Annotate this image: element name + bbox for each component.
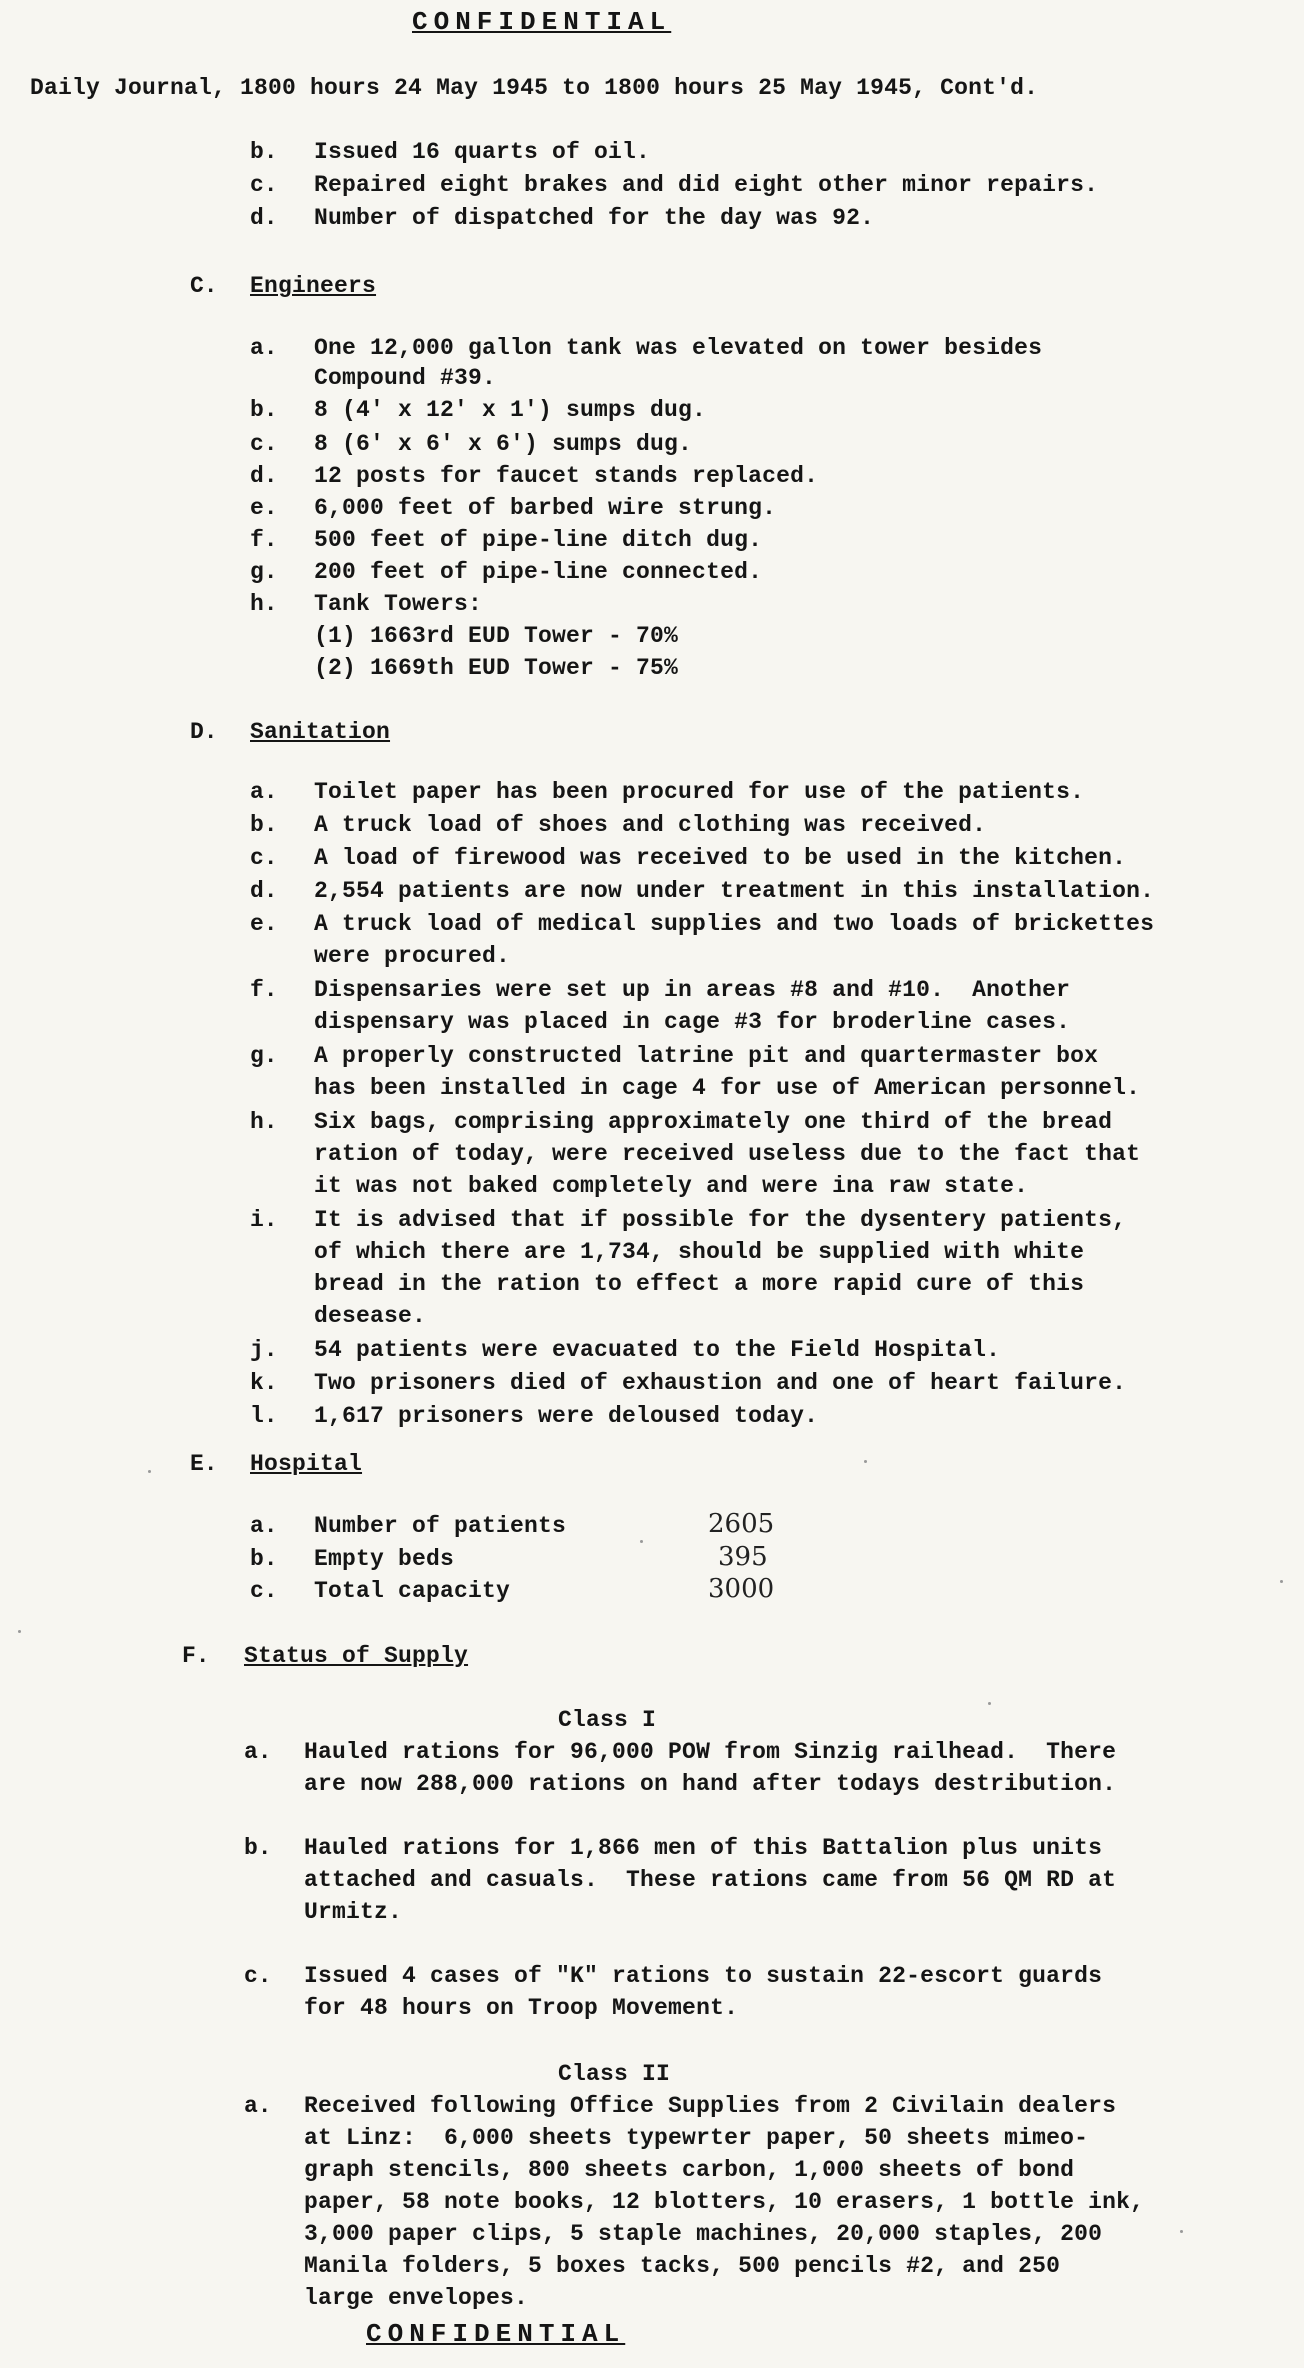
- list-item-text: Dispensaries were set up in areas #8 and #10. Another: [314, 977, 1071, 1003]
- section-letter: D.: [190, 719, 218, 745]
- list-item-letter: a.: [250, 779, 278, 805]
- list-item-text: A truck load of shoes and clothing was received.: [314, 812, 987, 838]
- list-item-text: 500 feet of pipe-line ditch dug.: [314, 527, 763, 553]
- section-letter: F.: [182, 1643, 210, 1669]
- table-row-label: Total capacity: [314, 1578, 511, 1604]
- section-heading: Hospital: [250, 1451, 363, 1477]
- journal-title: Daily Journal, 1800 hours 24 May 1945 to 1800 hours 25 May 1945, Cont'd.: [30, 75, 1039, 101]
- list-item-letter: a.: [250, 335, 278, 361]
- list-item-letter: h.: [250, 591, 278, 617]
- list-item-letter: c.: [250, 431, 278, 457]
- list-item-text: Manila folders, 5 boxes tacks, 500 pencils #2, and 250: [304, 2253, 1061, 2279]
- list-item-letter: b.: [244, 1835, 272, 1861]
- list-item-letter: h.: [250, 1109, 278, 1135]
- table-row-letter: c.: [250, 1578, 278, 1604]
- list-item-text: Received following Office Supplies from 2 Civilain dealers: [304, 2093, 1117, 2119]
- list-item-text: Urmitz.: [304, 1899, 403, 1925]
- paper-speck: [988, 1702, 991, 1705]
- list-item-text: 1,617 prisoners were deloused today.: [314, 1403, 819, 1429]
- list-item-text: attached and casuals. These rations came from 56 QM RD at: [304, 1867, 1117, 1893]
- list-item-text: (1) 1663rd EUD Tower - 70%: [314, 623, 679, 649]
- list-item-text: large envelopes.: [304, 2285, 529, 2311]
- section-letter: E.: [190, 1451, 218, 1477]
- list-item-letter: e.: [250, 495, 278, 521]
- paper-speck: [864, 1460, 867, 1463]
- list-item-letter: c.: [250, 172, 278, 198]
- list-item-text: Hauled rations for 96,000 POW from Sinzig railhead. There: [304, 1739, 1117, 1765]
- list-item-text: bread in the ration to effect a more rapid cure of this: [314, 1271, 1085, 1297]
- list-item-text: dispensary was placed in cage #3 for broderline cases.: [314, 1009, 1071, 1035]
- list-item-text: Two prisoners died of exhaustion and one of heart failure.: [314, 1370, 1127, 1396]
- list-item-letter: g.: [250, 1043, 278, 1069]
- list-item-text: 12 posts for faucet stands replaced.: [314, 463, 819, 489]
- list-item-text: 200 feet of pipe-line connected.: [314, 559, 763, 585]
- list-item-text: has been installed in cage 4 for use of American personnel.: [314, 1075, 1141, 1101]
- table-row-value: 3000: [708, 1574, 775, 1604]
- list-item-letter: g.: [250, 559, 278, 585]
- list-item-text: at Linz: 6,000 sheets typewrter paper, 50 sheets mimeo-: [304, 2125, 1089, 2151]
- table-row-letter: b.: [250, 1546, 278, 1572]
- list-item-text: 8 (6' x 6' x 6') sumps dug.: [314, 431, 693, 457]
- list-item-text: A load of firewood was received to be used in the kitchen.: [314, 845, 1127, 871]
- table-row-label: Empty beds: [314, 1546, 455, 1572]
- list-item-letter: c.: [250, 845, 278, 871]
- list-item-text: 3,000 paper clips, 5 staple machines, 20,000 staples, 200: [304, 2221, 1103, 2247]
- paper-speck: [640, 1540, 643, 1543]
- list-item-text: desease.: [314, 1303, 427, 1329]
- classification-header: CONFIDENTIAL: [412, 7, 672, 37]
- list-item-letter: b.: [250, 139, 278, 165]
- list-item-text: A truck load of medical supplies and two loads of brickettes: [314, 911, 1155, 937]
- section-letter: C.: [190, 273, 218, 299]
- table-row-value: 2605: [708, 1509, 775, 1539]
- list-item-letter: i.: [250, 1207, 278, 1233]
- list-item-text: Tank Towers:: [314, 591, 483, 617]
- list-item-letter: b.: [250, 397, 278, 423]
- table-row-label: Number of patients: [314, 1513, 567, 1539]
- list-item-letter: c.: [244, 1963, 272, 1989]
- list-item-letter: a.: [244, 1739, 272, 1765]
- list-item-text: Hauled rations for 1,866 men of this Battalion plus units: [304, 1835, 1103, 1861]
- paper-speck: [18, 1630, 21, 1633]
- list-item-text: Compound #39.: [314, 365, 497, 391]
- list-item-text: 54 patients were evacuated to the Field Hospital.: [314, 1337, 1001, 1363]
- list-item-text: paper, 58 note books, 12 blotters, 10 erasers, 1 bottle ink,: [304, 2189, 1145, 2215]
- list-item-letter: k.: [250, 1370, 278, 1396]
- list-item-text: 2,554 patients are now under treatment in this installation.: [314, 878, 1155, 904]
- list-item-letter: f.: [250, 527, 278, 553]
- list-item-text: Six bags, comprising approximately one third of the bread: [314, 1109, 1113, 1135]
- list-item-text: Issued 4 cases of "K" rations to sustain 22-escort guards: [304, 1963, 1103, 1989]
- list-item-text: ration of today, were received useless due to the fact that: [314, 1141, 1141, 1167]
- list-item-text: were procured.: [314, 943, 511, 969]
- list-item-text: 8 (4' x 12' x 1') sumps dug.: [314, 397, 707, 423]
- class-heading: Class II: [558, 2061, 671, 2087]
- list-item-text: One 12,000 gallon tank was elevated on tower besides: [314, 335, 1043, 361]
- list-item-letter: a.: [244, 2093, 272, 2119]
- list-item-text: Toilet paper has been procured for use of the patients.: [314, 779, 1085, 805]
- section-heading: Status of Supply: [244, 1643, 469, 1669]
- list-item-text: graph stencils, 800 sheets carbon, 1,000 sheets of bond: [304, 2157, 1075, 2183]
- list-item-text: of which there are 1,734, should be supplied with white: [314, 1239, 1085, 1265]
- list-item-text: It is advised that if possible for the dysentery patients,: [314, 1207, 1127, 1233]
- list-item-text: for 48 hours on Troop Movement.: [304, 1995, 739, 2021]
- list-item-letter: e.: [250, 911, 278, 937]
- list-item-letter: d.: [250, 878, 278, 904]
- paper-speck: [1280, 1580, 1283, 1583]
- classification-footer: CONFIDENTIAL: [366, 2319, 626, 2349]
- list-item-text: A properly constructed latrine pit and quartermaster box: [314, 1043, 1099, 1069]
- list-item-text: Repaired eight brakes and did eight other minor repairs.: [314, 172, 1099, 198]
- list-item-letter: b.: [250, 812, 278, 838]
- table-row-value: 395: [718, 1542, 768, 1572]
- list-item-letter: l.: [250, 1403, 278, 1429]
- list-item-text: 6,000 feet of barbed wire strung.: [314, 495, 777, 521]
- section-heading: Engineers: [250, 273, 377, 299]
- paper-speck: [1180, 2230, 1183, 2233]
- section-heading: Sanitation: [250, 719, 391, 745]
- list-item-text: (2) 1669th EUD Tower - 75%: [314, 655, 679, 681]
- list-item-letter: j.: [250, 1337, 278, 1363]
- list-item-text: are now 288,000 rations on hand after todays destribution.: [304, 1771, 1117, 1797]
- paper-speck: [148, 1470, 151, 1473]
- table-row-letter: a.: [250, 1513, 278, 1539]
- list-item-letter: d.: [250, 205, 278, 231]
- list-item-letter: f.: [250, 977, 278, 1003]
- list-item-text: Number of dispatched for the day was 92.: [314, 205, 875, 231]
- list-item-letter: d.: [250, 463, 278, 489]
- list-item-text: it was not baked completely and were ina raw state.: [314, 1173, 1029, 1199]
- list-item-text: Issued 16 quarts of oil.: [314, 139, 651, 165]
- class-heading: Class I: [558, 1707, 657, 1733]
